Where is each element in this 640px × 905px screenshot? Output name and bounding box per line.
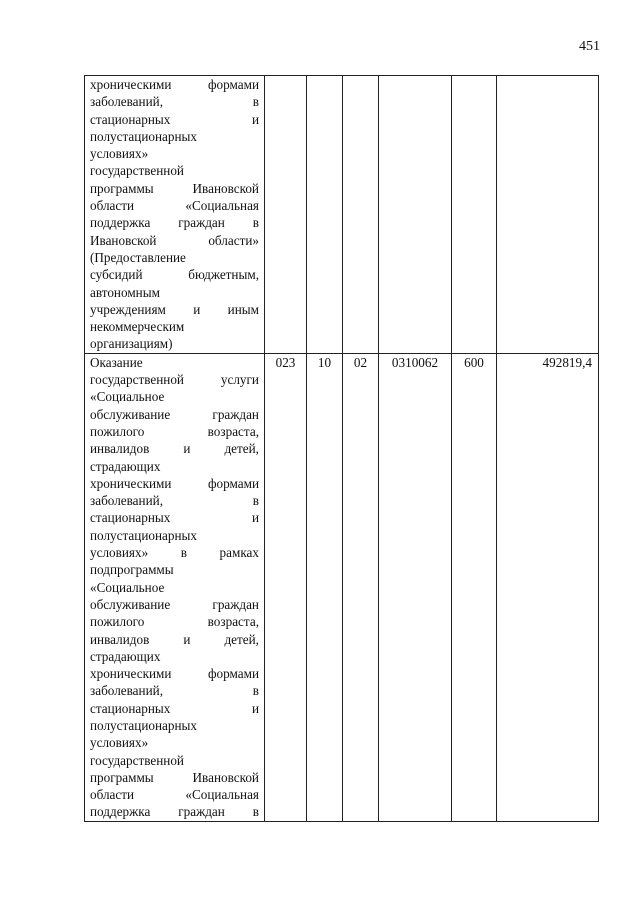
description-line: государственной [90,752,184,768]
description-line: области «Социальная [90,787,259,803]
description-line: области «Социальная [90,198,259,214]
budget-table [84,75,599,822]
target-article-cell: 0310062 [379,353,452,821]
description-line: условиях» [90,146,149,162]
expense-type-cell [452,76,497,354]
subsection-code-cell [343,76,379,354]
expense-type-cell: 600 [452,353,497,821]
description-line: (Предоставление [90,249,186,265]
table-row [85,353,599,821]
description-line: страдающих [90,458,161,474]
description-line: пожилого возраста, [90,423,259,439]
amount-cell: 492819,4 [497,353,599,821]
description-line: полустационарных [90,527,198,543]
description-line: полустационарных [90,128,198,144]
description-line: инвалидов и детей, [90,441,259,457]
subsection-code-cell: 02 [343,353,379,821]
description-line: заболеваний, в [90,683,259,699]
description-line: условиях» [90,735,149,751]
description-line: хроническими формами [90,475,259,491]
description-line: заболеваний, в [90,94,259,110]
description-line: полустационарных [90,717,198,733]
description-line: страдающих [90,648,161,664]
description-line: Оказание [90,354,143,370]
description-line: условиях» в рамках [90,545,259,561]
description-line: учреждениям и иным [90,301,259,317]
description-line: стационарных и [90,700,259,716]
table-row [85,76,599,354]
page-number: 451 [579,39,600,54]
description-line: стационарных и [90,510,259,526]
description-line: автономным [90,284,160,300]
description-line: подпрограммы [90,562,174,578]
description-line: хроническими формами [90,77,259,92]
description-line: субсидий бюджетным, [90,267,259,283]
description-line: Ивановской области» [90,232,259,248]
target-article-cell [379,76,452,354]
section-code-cell [307,76,343,354]
description-line: пожилого возраста, [90,614,259,630]
ministry-code-cell: 023 [265,353,307,821]
description-line: «Социальное [90,389,165,405]
description-line: обслуживание граждан [90,406,259,422]
description-line: поддержка граждан в [90,804,259,820]
description-line: организациям) [90,336,173,352]
description-line: поддержка граждан в [90,215,259,231]
description-cell [85,353,265,821]
description-line: некоммерческим [90,319,185,335]
description-cell [85,76,265,354]
ministry-code-cell [265,76,307,354]
description-line: «Социальное [90,579,165,595]
description-line: хроническими формами [90,666,259,682]
description-line: государственной [90,163,184,179]
description-line: государственной услуги [90,372,259,388]
section-code-cell: 10 [307,353,343,821]
description-line: инвалидов и детей, [90,631,259,647]
description-line: заболеваний, в [90,493,259,509]
amount-cell [497,76,599,354]
description-line: программы Ивановской [90,769,259,785]
description-line: обслуживание граждан [90,596,259,612]
description-line: программы Ивановской [90,180,259,196]
description-line: стационарных и [90,111,259,127]
